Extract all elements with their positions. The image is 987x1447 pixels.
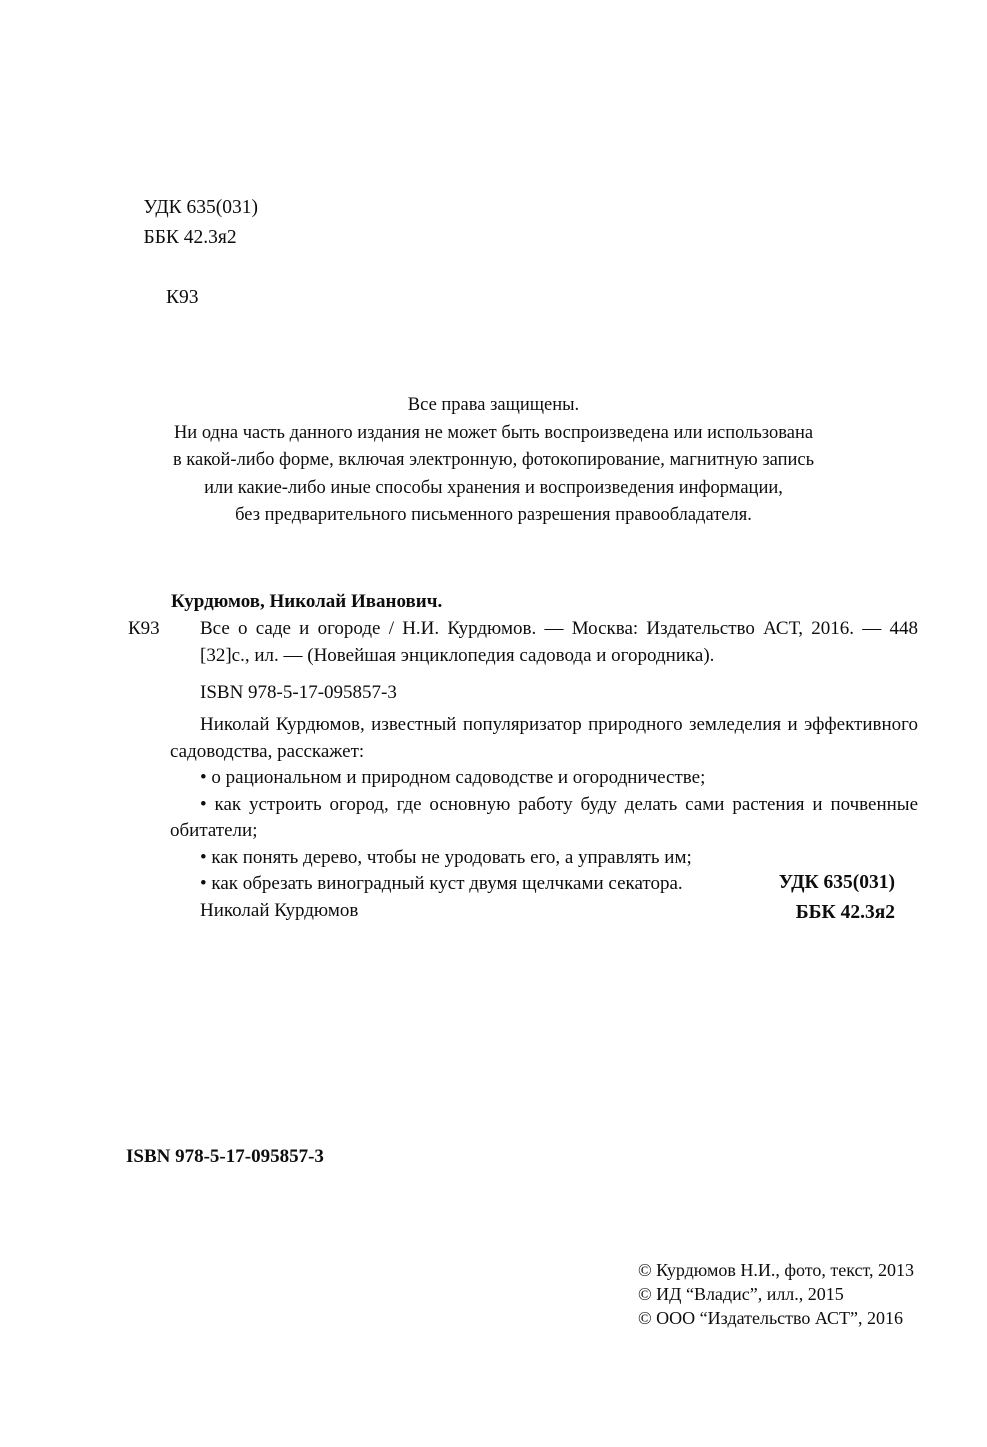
bullet-icon: • <box>200 846 207 868</box>
annotation-bullet-text: как понять дерево, чтобы не уродовать его, а управлять им; <box>211 846 692 868</box>
rights-notice-line: в какой-либо форме, включая электронную, фотокопирование, магнитную запись <box>172 450 815 470</box>
rights-notice-line: Ни одна часть данного издания не может быть воспроизведена или использована <box>173 422 814 443</box>
shelfmark-top: К93 <box>166 287 199 308</box>
copyright-block <box>638 1258 914 1330</box>
annotation-intro: Николай Курдюмов, известный популяризатор природного земледелия и эффективного садоводства, расскажет: <box>170 714 918 762</box>
annotation-bullet-text: о рациональном и природном садоводстве и огородничестве; <box>211 767 706 788</box>
record-title-row <box>128 615 918 669</box>
bullet-icon: • <box>200 793 207 815</box>
annotation-bullet-text: как устроить огород, где основную работу буду делать сами растения и почвенные обитатели; <box>170 793 919 841</box>
bibliographic-record <box>128 588 918 706</box>
rights-notice <box>0 392 987 530</box>
classification-block-right <box>779 868 895 928</box>
bullet-icon: • <box>200 767 207 788</box>
record-author: Курдюмов, Николай Иванович. <box>171 591 443 612</box>
record-title-text: Все о саде и огороде / Н.И. Курдюмов. — Москва: Издательство АСТ, 2016. — 448 [32]с., ил. — (Новейшая энциклопедия садовода и огородника). <box>200 618 918 666</box>
udk-code-right: УДК 635(031) <box>778 872 895 893</box>
rights-notice-line: без предварительного письменного разрешения правообладателя. <box>235 505 752 525</box>
copyright-line: © Курдюмов Н.И., фото, текст, 2013 <box>638 1260 915 1280</box>
annotation-bullet-item <box>170 765 918 792</box>
udk-code-top: УДК 635(031) <box>143 197 259 218</box>
rights-notice-line: или какие-либо иные способы хранения и воспроизведения информации, <box>204 477 783 498</box>
rights-notice-line: Все права защищены. <box>407 395 580 415</box>
isbn-bottom: ISBN 978-5-17-095857-3 <box>126 1146 324 1167</box>
annotation-bullet-text: как обрезать виноградный куст двумя щелчками секатора. <box>211 873 683 894</box>
copyright-line: © ООО “Издательство АСТ”, 2016 <box>638 1308 903 1328</box>
copyright-line: © ИД “Владис”, илл., 2015 <box>638 1284 844 1304</box>
record-shelfmark: К93 <box>128 618 160 639</box>
record-isbn: ISBN 978-5-17-095857-3 <box>200 682 397 703</box>
annotation-signature: Николай Курдюмов <box>200 899 359 921</box>
classification-block-top <box>124 163 258 373</box>
bbk-code-right: ББК 42.3я2 <box>795 902 895 923</box>
bbk-code-top: ББК 42.3я2 <box>143 227 237 248</box>
bullet-icon: • <box>200 873 207 894</box>
annotation-bullet-item <box>170 792 918 845</box>
